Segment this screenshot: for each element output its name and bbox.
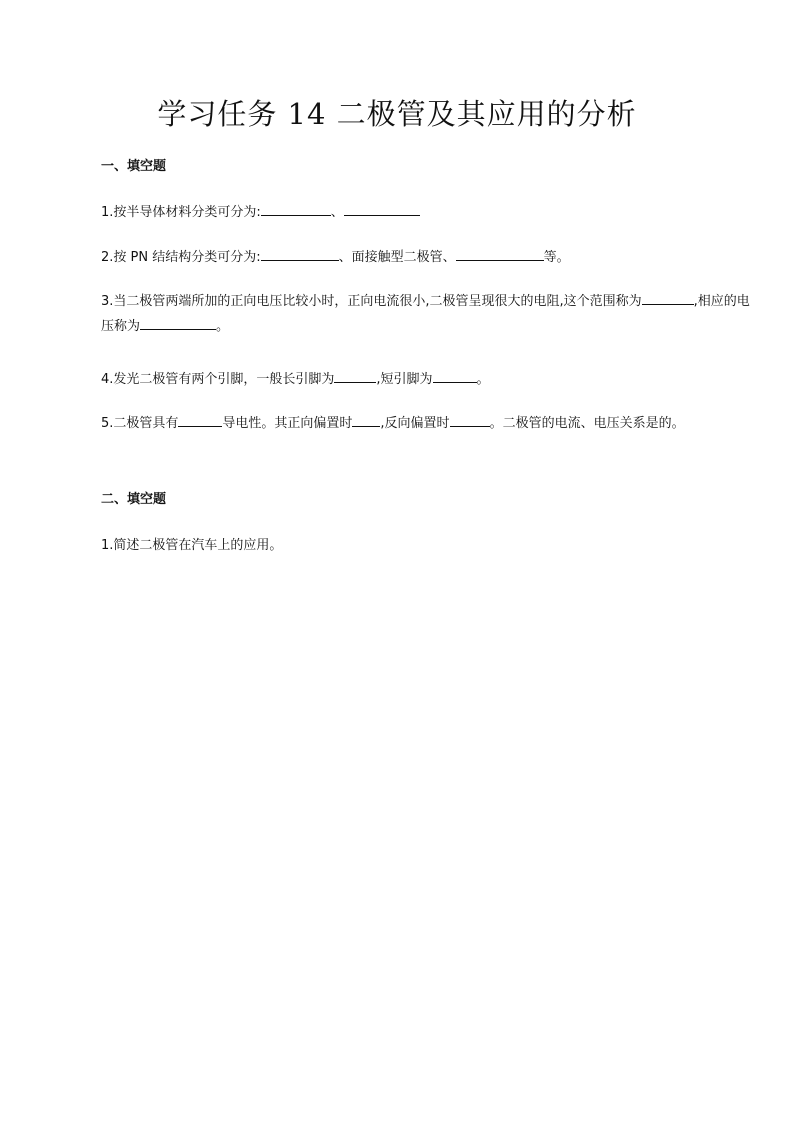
question-2 (72, 245, 753, 270)
answer-blank[interactable] (450, 412, 490, 427)
answer-blank[interactable] (433, 368, 477, 383)
question-4 (72, 367, 753, 392)
question-2-text-c: 等。 (543, 250, 570, 265)
question-4-text-c: 。 (476, 372, 490, 387)
question-2-text-a: 2.按 PN 结结构分类可分为: (101, 250, 261, 265)
answer-blank[interactable] (344, 201, 420, 216)
question-1 (72, 200, 753, 225)
answer-blank[interactable] (352, 412, 380, 427)
question-1-text-b: 、 (330, 205, 344, 220)
question-3 (72, 289, 753, 339)
question-3-text-a: 3.当二极管两端所加的正向电压比较小时，正向电流很小,二极管呈现很大的电阻,这个范围称为 (101, 294, 642, 309)
question-5-text-d: 。二极管的电流、电压关系是的。 (489, 416, 685, 431)
section-2-question-1: 1.简述二极管在汽车上的应用。 (101, 538, 283, 553)
answer-blank[interactable] (261, 246, 339, 261)
question-3-text-b: ,相应的电压称为 (101, 294, 750, 334)
question-1-text-a: 1.按半导体材料分类可分为: (101, 205, 261, 220)
question-5-text-c: ,反向偏置时 (380, 416, 450, 431)
question-4-text-b: ,短引脚为 (376, 372, 433, 387)
question-5-text-a: 5.二极管具有 (101, 416, 179, 431)
answer-blank[interactable] (642, 290, 694, 305)
answer-blank[interactable] (178, 412, 222, 427)
answer-blank[interactable] (140, 315, 216, 330)
section-heading-fill-in: 一、填空题 (101, 159, 167, 174)
section-heading-2: 二、填空题 (101, 492, 167, 507)
answer-blank[interactable] (261, 201, 331, 216)
answer-blank[interactable] (334, 368, 376, 383)
question-5-text-b: 导电性。其正向偏置时 (222, 416, 353, 431)
answer-blank[interactable] (456, 246, 544, 261)
question-2-text-b: 、面接触型二极管、 (338, 250, 456, 265)
question-4-text-a: 4.发光二极管有两个引脚，一般长引脚为 (101, 372, 335, 387)
document-title: 学习任务 14 二极管及其应用的分析 (157, 97, 637, 131)
question-5 (72, 411, 753, 436)
question-3-text-c: 。 (216, 319, 230, 334)
